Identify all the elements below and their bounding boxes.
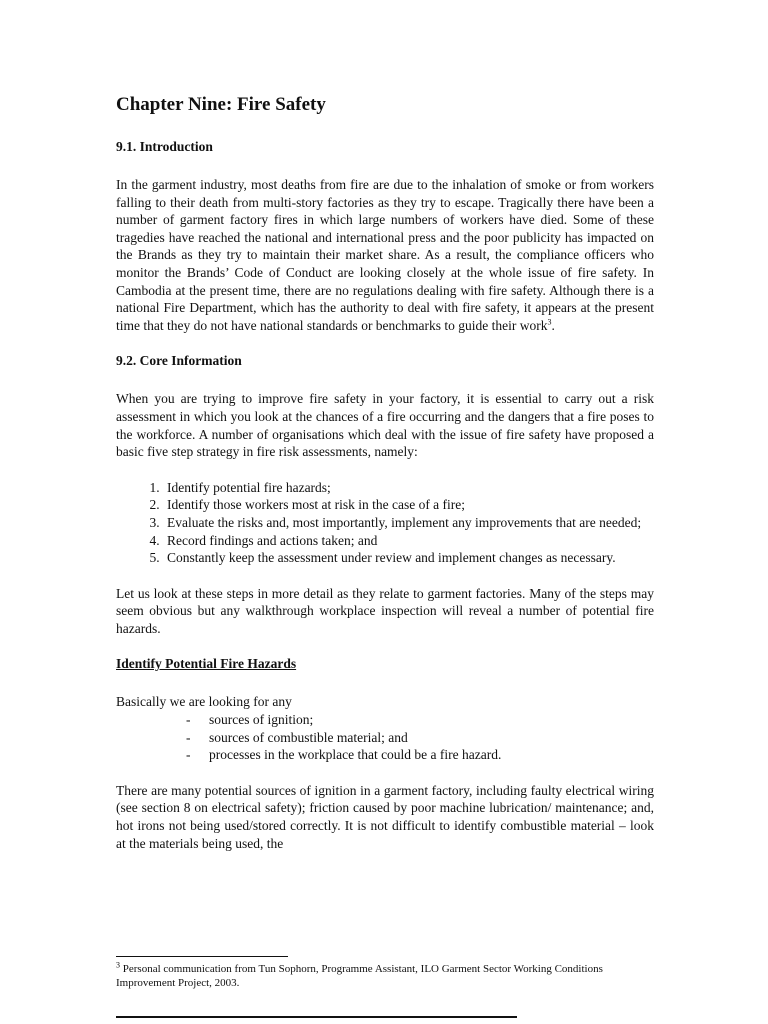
core-information-paragraph: When you are trying to improve fire safety in your factory, it is essential to carry out a risk assessment in which you look at the chances of a fire occurring and the dangers that a fire poses to the workforce. A number of organisations which deal with the issue of fire safety have proposed a basic five step strategy in fire risk assessments, namely:	[116, 391, 654, 460]
introduction-paragraph: In the garment industry, most deaths from fire are due to the inhalation of smoke or from workers falling to their death from multi-story factories as they try to escape. Tragically there have been a number of garment factory fires in which large numbers of workers have died. Some of these tragedies have reached the national and international press and the poor publicity has impacted on the Brands as they try to maintain their market share. As a result, the compliance officers who monitor the Brands’ Code of Conduct are looking closely at the whole issue of fire safety. In Cambodia at the present time, there are no regulations dealing with fire safety. Although there is a national Fire Department, which has the authority to deal with fire safety, it appears at the present time that they do not have national standards or benchmarks to guide their work$^3$.	[116, 177, 654, 333]
step-item: 3. Evaluate the risks and, most importantly, implement any improvements that are needed;	[163, 514, 654, 532]
section-heading-core-information: 9.2. Core Information	[116, 353, 242, 369]
steps-detail-paragraph: Let us look at these steps in more detail as they relate to garment factories. Many of the steps may seem obvious but any walkthrough workplace inspection will reveal a number of potential fire hazards.	[116, 585, 654, 636]
hazard-source-item: - processes in the workplace that could be a fire hazard.	[186, 747, 502, 763]
five-step-list	[116, 479, 654, 567]
step-item: 5. Constantly keep the assessment under review and implement changes as necessary.	[163, 549, 654, 567]
footnote-separator	[116, 956, 288, 957]
dash-bullet: -	[186, 712, 191, 728]
footnote: $^3$ Personal communication from Tun Sophorn, Programme Assistant, ILO Garment Sector Working Conditions Improvement Project, 2003.	[116, 960, 603, 989]
hazard-source-item: - sources of combustible material; and	[186, 729, 408, 745]
step-item: 1. Identify potential fire hazards;	[163, 479, 654, 497]
subheading-identify-hazards: Identify Potential Fire Hazards	[116, 656, 297, 672]
ignition-sources-paragraph: There are many potential sources of ignition in a garment factory, including faulty electrical wiring (see section 8 on electrical safety); friction caused by poor machine lubrication/ maintenance; and, hot irons not being used/stored correctly. It is not difficult to identify combustible material – look at the materials being used, the	[116, 782, 654, 851]
page-bottom-rule	[116, 1016, 517, 1018]
hazard-sources-list	[116, 711, 654, 764]
dash-bullet: -	[186, 729, 191, 745]
chapter-title: Chapter Nine: Fire Safety	[116, 94, 326, 115]
looking-for-lead: Basically we are looking for any	[116, 694, 292, 710]
page-content	[116, 92, 654, 870]
step-item: 2. Identify those workers most at risk in the case of a fire;	[163, 496, 654, 514]
step-item: 4. Record findings and actions taken; and	[163, 532, 654, 550]
dash-bullet: -	[186, 747, 191, 763]
hazard-source-item: - sources of ignition;	[186, 712, 314, 728]
footnote-number: 3	[116, 960, 120, 970]
section-heading-introduction: 9.1. Introduction	[116, 139, 213, 154]
footnote-ref[interactable]: 3	[547, 317, 552, 327]
